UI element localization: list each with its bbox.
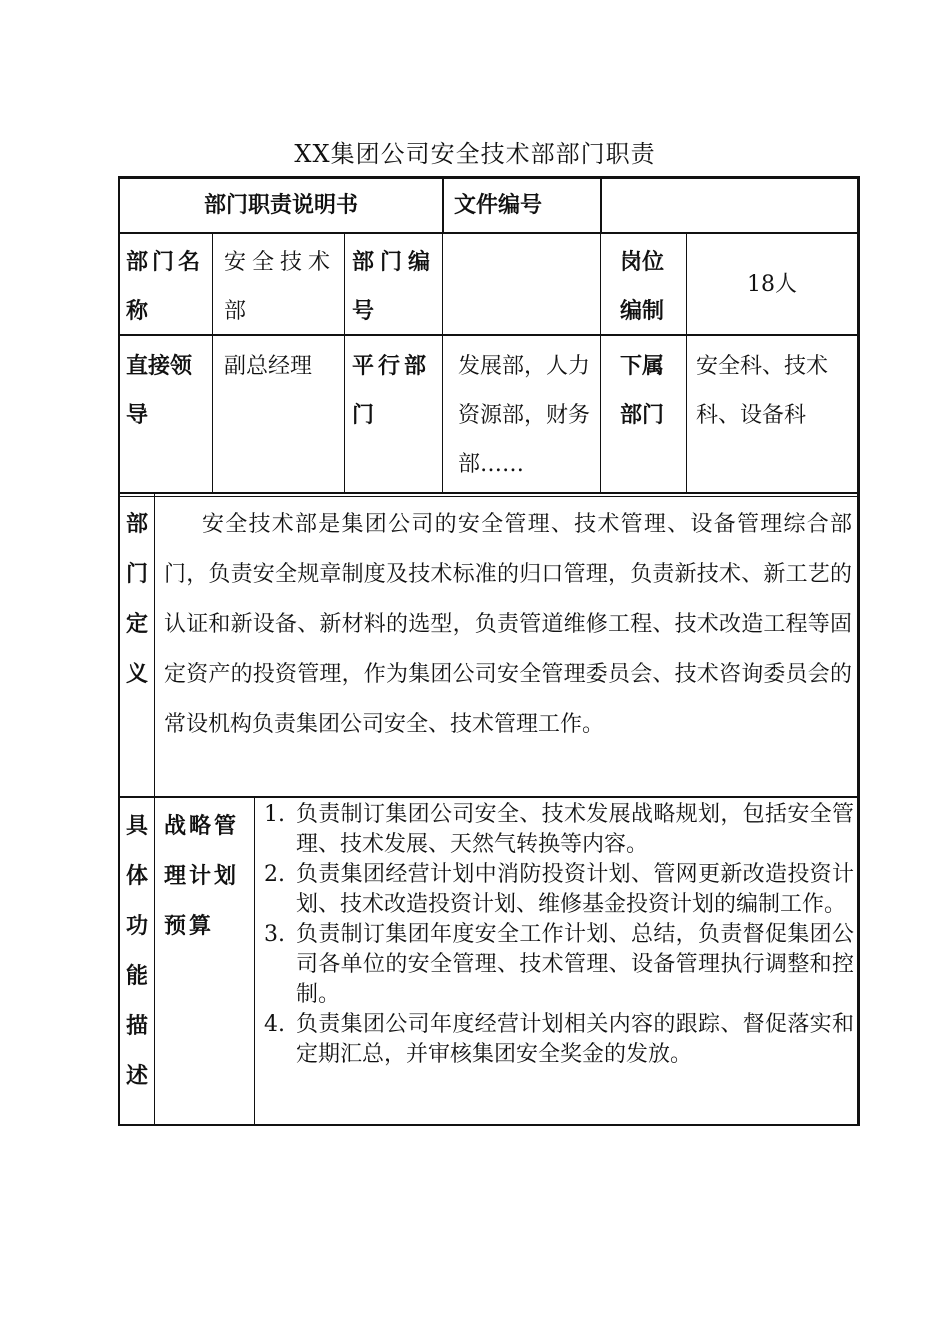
list-item [258,800,854,860]
rule-info-2b [118,496,860,497]
functions-category: 战略管理计划预算 [164,814,240,939]
info-divider-4 [600,232,601,494]
item-text: 负责制订集团公司安全、技术发展战略规划，包括安全管理、技术发展、天然气转换等内容。 [296,802,854,857]
staffing-value: 18人 [747,272,797,297]
dept-name-value: 安全技术部 [224,250,337,324]
leader-label: 直接领导 [126,354,193,428]
rule-info-2 [118,492,860,494]
list-item [258,860,854,920]
dept-number-label: 部门编号 [352,250,437,324]
functions-label: 具体功能描述 [125,814,148,1089]
list-item [258,920,854,1010]
staffing-label: 岗位编制 [620,250,665,324]
parallel-dept-value: 发展部，人力资源部，财务部…… [458,354,591,477]
list-item [258,1010,854,1070]
definition-label: 部门定义 [125,512,148,687]
functions-list [258,800,854,1070]
item-text: 负责制订集团年度安全工作计划、总结，负责督促集团公司各单位的安全管理、技术管理、设备管理执行调整和控制。 [296,922,854,1007]
item-text: 负责集团经营计划中消防投资计划、管网更新改造投资计划、技术改造投资计划、维修基金投资计划的编制工作。 [296,862,854,917]
leader-value: 副总经理 [224,354,313,379]
rule-definition [118,796,860,798]
table-border-top [118,176,860,179]
item-number: 2. [264,862,285,887]
header-divider-1 [442,176,444,234]
rule-header [118,232,860,234]
responsibility-table [118,176,860,1126]
functions-divider [254,796,255,1126]
info-divider-3 [442,232,443,494]
definition-text: 安全技术部是集团公司的安全管理、技术管理、设备管理综合部门，负责安全规章制度及技术标准的归口管理，负责新技术、新工艺的认证和新设备、新材料的选型，负责管道维修工程、技术改造工程等固定资产的投资管理，作为集团公司安全管理委员会、技术咨询委员会的常设机构负责集团公司安全、技术管理工作。 [164,512,852,737]
file-number-label: 文件编号 [454,193,543,218]
file-number-value [612,180,852,232]
item-number: 4. [264,1012,285,1037]
definition-divider [154,494,155,1126]
item-number: 3. [264,922,285,947]
table-border-left [118,176,120,1126]
info-divider-5 [686,232,687,494]
subordinate-value: 安全科、技术科、设备科 [696,354,829,428]
header-divider-2 [600,176,602,234]
document-title: XX集团公司安全技术部部门职责 [294,140,656,168]
parallel-dept-label: 平行部门 [352,354,431,428]
table-border-bottom [118,1124,860,1126]
info-divider-2 [344,232,345,494]
table-border-right [857,176,860,1126]
header-label: 部门职责说明书 [203,193,358,218]
info-divider-1 [212,232,213,494]
subordinate-label: 下属部门 [620,354,665,428]
dept-name-label: 部门名称 [126,250,205,324]
item-number: 1. [264,802,285,827]
item-text: 负责集团公司年度经营计划相关内容的跟踪、督促落实和定期汇总，并审核集团安全奖金的发放。 [296,1012,854,1067]
